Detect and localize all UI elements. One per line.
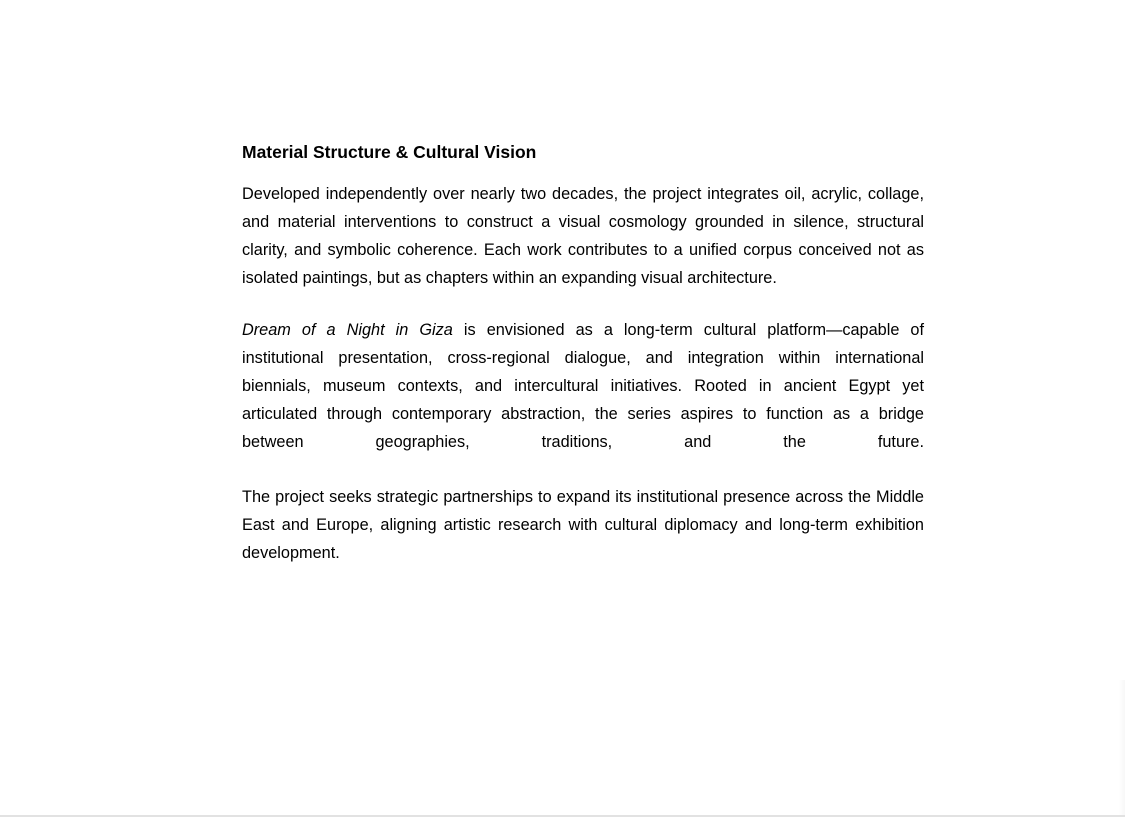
project-title: Dream of a Night in Giza (242, 321, 453, 339)
paragraph-text: is envisioned as a long-term cultural platform—capable of institutional presentation, cross-regional dialogue, and integration within international biennials, museum contexts, and intercultural initiatives. Rooted in ancient Egypt yet articulated through contemporary abstraction, the series aspires to function as a bridge between geographies, traditions, and the future. (242, 321, 924, 451)
page-edge-shadow (1119, 680, 1125, 815)
section-heading: Material Structure & Cultural Vision (242, 142, 537, 162)
paragraph-text: The project seeks strategic partnerships to expand its institutional presence across the Middle East and Europe, aligning artistic research with cultural diplomacy and long-term exhibition development. (242, 488, 924, 562)
paragraph-text: Developed independently over nearly two decades, the project integrates oil, acrylic, collage, and material interventions to construct a visual cosmology grounded in silence, structural clarity, and symbolic coherence. Each work contributes to a unified corpus conceived not as isolated paintings, but as chapters within an expanding visual architecture. (242, 185, 924, 287)
paragraph-material-structure (242, 180, 924, 292)
document-body (242, 140, 924, 567)
paragraph-partnerships (242, 483, 924, 567)
paragraph-cultural-platform (242, 316, 924, 456)
